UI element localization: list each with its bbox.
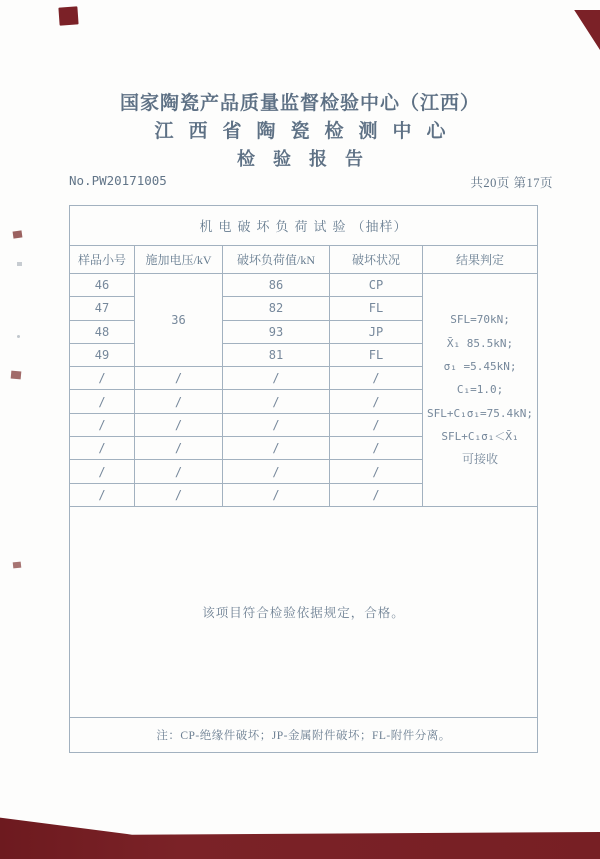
result-line: C₁=1.0; [456,383,504,397]
col-header-load: 破坏负荷值/kN [223,246,330,274]
voltage-merged-cell: 36 [135,274,223,367]
table-title [70,206,538,246]
condition-cell: FL [330,343,423,366]
sample-cell: / [70,413,135,436]
sample-cell: 48 [70,320,135,343]
result-line-acceptance: 可接收 [462,452,499,467]
scan-artifact-left-edge [17,335,20,338]
org-name-line1: 国家陶瓷产品质量监督检验中心（江西） [119,93,480,114]
load-cell: / [223,483,330,506]
load-cell: / [223,390,330,413]
sample-cell: 47 [70,297,135,320]
table-title-main: 机电破坏负荷试验 [199,219,352,234]
report-header [0,90,600,173]
test-result-table [69,205,538,753]
note-row [70,717,538,752]
condition-cell: FL [330,297,423,320]
result-line: σ₁ =5.45kN; [443,360,517,374]
conclusion-row [70,506,538,717]
load-cell: 82 [223,297,330,320]
table-title-row [70,206,538,246]
table-header-row [70,246,538,274]
voltage-cell: / [135,437,223,460]
load-cell: 93 [223,320,330,343]
scan-artifact-topleft [58,6,78,25]
voltage-cell: / [135,483,223,506]
condition-cell: / [330,367,423,390]
load-cell: / [223,437,330,460]
voltage-cell: / [135,390,223,413]
scan-artifact-left-edge [13,230,23,238]
col-header-voltage: 施加电压/kV [135,246,223,274]
voltage-cell: / [135,413,223,436]
table-row [70,274,538,297]
footnote-legend: 注：CP-绝缘件破坏；JP-金属附件破坏；FL-附件分离。 [70,717,538,752]
col-header-sample: 样品小号 [70,246,135,274]
scan-artifact-topright-corner [570,10,600,50]
load-cell: / [223,413,330,436]
condition-cell: / [330,437,423,460]
scan-artifact-left-edge [11,371,22,380]
table-title-suffix: （抽样） [351,219,408,234]
org-name-line2: 江西省陶瓷检测中心 [154,121,461,142]
load-cell: 86 [223,274,330,297]
report-number: No.PW20171005 [69,173,167,188]
result-line: X̄₁ 85.5kN; [446,336,514,350]
scan-artifact-left-edge [17,262,22,266]
condition-cell: JP [330,320,423,343]
load-cell: / [223,367,330,390]
sample-cell: / [70,390,135,413]
load-cell: / [223,460,330,483]
document-title: 检验报告 [237,149,381,169]
conclusion-text: 该项目符合检验依据规定，合格。 [70,506,538,717]
result-line: SFL+C₁σ₁＜X̄₁ [441,429,519,443]
meta-row [69,173,553,191]
condition-cell: / [330,483,423,506]
col-header-result: 结果判定 [423,246,538,274]
result-judgement-cell [423,274,538,507]
col-header-condition: 破坏状况 [330,246,423,274]
condition-cell: CP [330,274,423,297]
scan-artifact-bottom-band [0,814,600,859]
sample-cell: / [70,483,135,506]
scan-artifact-left-edge [13,562,22,569]
condition-cell: / [330,460,423,483]
sample-cell: 49 [70,343,135,366]
voltage-cell: / [135,367,223,390]
sample-cell: / [70,437,135,460]
condition-cell: / [330,390,423,413]
sample-cell: / [70,367,135,390]
sample-cell: 46 [70,274,135,297]
page-indicator: 共20页 第17页 [470,176,553,190]
voltage-cell: / [135,460,223,483]
condition-cell: / [330,413,423,436]
sample-cell: / [70,460,135,483]
result-line: SFL+C₁σ₁=75.4kN; [427,406,533,420]
result-line: SFL=70kN; [450,313,510,327]
load-cell: 81 [223,343,330,366]
